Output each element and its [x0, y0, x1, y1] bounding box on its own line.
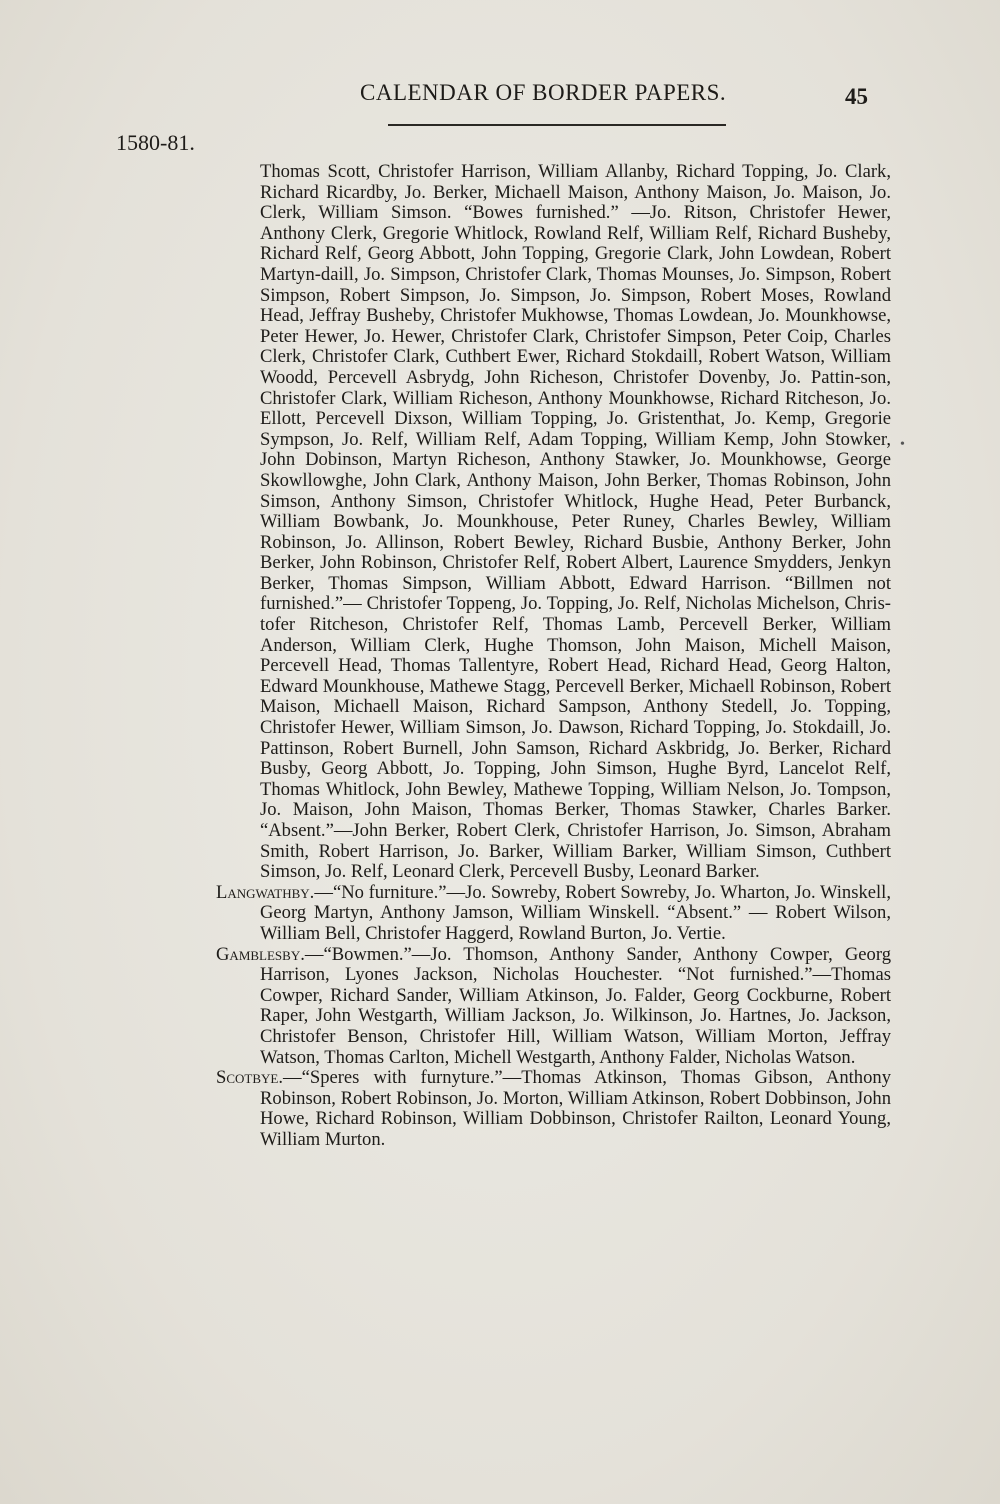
entry-gamblesby	[216, 945, 891, 1069]
place-name: Langwathby.	[216, 881, 315, 903]
place-name: Gamblesby.	[216, 943, 305, 965]
entry-langwathby	[216, 883, 891, 945]
place-name: Scotbye.	[216, 1067, 283, 1089]
entry-scotbye	[216, 1068, 891, 1150]
margin-mark: •	[900, 437, 905, 452]
entry-text: —“No furniture.”—Jo. Sowreby, Robert Sowreby, Jo. Wharton, Jo. Winskell, Georg Martyn, Anthony Jamson, William Winskell. “Absent.” — Robert Wilson, William Bell, Christofer Haggerd, Rowland Burton, Jo. Vertie.	[260, 881, 891, 944]
entry-text: —“Speres with furnyture.”—Thomas Atkinson, Thomas Gibson, Anthony Robinson, Robert Robinson, Jo. Morton, William Atkinson, Robert Dobbinson, John Howe, Richard Robinson, William Dobbinson, Christofer Railton, Leonard Young, William Murton.	[260, 1067, 891, 1150]
entry-text: —“Bowmen.”—Jo. Thomson, Anthony Sander, Anthony Cowper, Georg Harrison, Lyones Jackson, Nicholas Houchester. “Not furnished.”—Thomas Cowper, Richard Sander, William Atkinson, Jo. Falder, Georg Cockburne, Robert Raper, John Westgarth, William Jackson, Jo. Wilkinson, Jo. Hartnes, Jo. Jackson, Christofer Benson, Christofer Hill, William Watson, William Morton, Jeffray Watson, Thomas Carlton, Michell Westgarth, Anthony Falder, Nicholas Watson.	[260, 943, 891, 1068]
continued-paragraph: Thomas Scott, Christofer Harrison, William Allanby, Richard Topping, Jo. Clark, Richard Ricardby, Jo. Berker, Michaell Maison, Anthony Maison, Jo. Maison, Jo. Clerk, William Simson. “Bowes furnished.” —Jo. Ritson, Christofer Hewer, Anthony Clerk, Gregorie Whitlock, Rowland Relf, William Relf, Richard Busheby, Richard Relf, Georg Abbott, John Topping, Gregorie Clark, John Lowdean, Robert Martyn-daill, Jo. Simpson, Christofer Clark, Thomas Mounses, Jo. Simpson, Robert Simpson, Robert Simpson, Jo. Simpson, Jo. Simpson, Robert Moses, Rowland Head, Jeffray Busheby, Christofer Mukhowse, Thomas Lowdean, Jo. Mounkhowse, Peter Hewer, Jo. Hewer, Christofer Clark, Christofer Simpson, Peter Coip, Charles Clerk, Christofer Clark, Cuthbert Ewer, Richard Stokdaill, Robert Watson, William Woodd, Percevell Asbrydg, John Richeson, Christofer Dovenby, Jo. Pattin-son, Christofer Clark, William Richeson, Anthony Mounkhowse, Richard Ritcheson, Jo. Ellott, Percevell Dixson, William Topping, Jo. Gristenthat, Jo. Kemp, Gregorie Sympson, Jo. Relf, William Relf, Adam Topping, William Kemp, John Stowker, John Dobinson, Martyn Richeson, Anthony Stawker, Jo. Mounkhowse, George Skowllowghe, John Clark, Anthony Maison, John Berker, Thomas Robinson, John Simson, Anthony Simson, Christofer Whitlock, Hughe Head, Peter Burbanck, William Bowbank, Jo. Mounkhouse, Peter Runey, Charles Bewley, William Robinson, Jo. Allinson, Robert Bewley, Richard Busbie, Anthony Berker, John Berker, John Robinson, Christofer Relf, Robert Albert, Laurence Smydders, Jenkyn Berker, Thomas Simpson, William Abbott, Edward Harrison. “Billmen not furnished.”— Christofer Toppeng, Jo. Topping, Jo. Relf, Nicholas Michelson, Chris-tofer Ritcheson, Christofer Relf, Thomas Lamb, Percevell Berker, William Anderson, William Clerk, Hughe Thomson, John Maison, Michell Maison, Percevell Head, Thomas Tallentyre, Robert Head, Richard Head, Georg Halton, Edward Mounkhouse, Mathewe Stagg, Percevell Berker, Michaell Robinson, Robert Maison, Michaell Maison, Richard Sampson, Anthony Stedell, Jo. Topping, Christofer Hewer, William Simson, Jo. Dawson, Richard Topping, Jo. Stokdaill, Jo. Pattinson, Robert Burnell, John Samson, Richard Askbridg, Jo. Berker, Richard Busby, Georg Abbott, Jo. Topping, John Simson, Hughe Byrd, Lancelot Relf, Thomas Whitlock, John Bewley, Mathewe Topping, William Nelson, Jo. Tompson, Jo. Maison, John Maison, Thomas Berker, Thomas Stawker, Charles Barker. “Absent.”—John Berker, Robert Clerk, Christofer Harrison, Jo. Simson, Abraham Smith, Robert Harrison, Jo. Barker, William Barker, William Simson, Cuthbert Simson, Jo. Relf, Leonard Clerk, Percevell Busby, Leonard Barker.	[260, 161, 891, 883]
page-number: 45	[845, 84, 868, 109]
running-title: CALENDAR OF BORDER PAPERS.	[360, 80, 727, 105]
document-body	[216, 162, 891, 1151]
header-rule	[388, 124, 726, 126]
year-label: 1580-81.	[116, 130, 195, 155]
